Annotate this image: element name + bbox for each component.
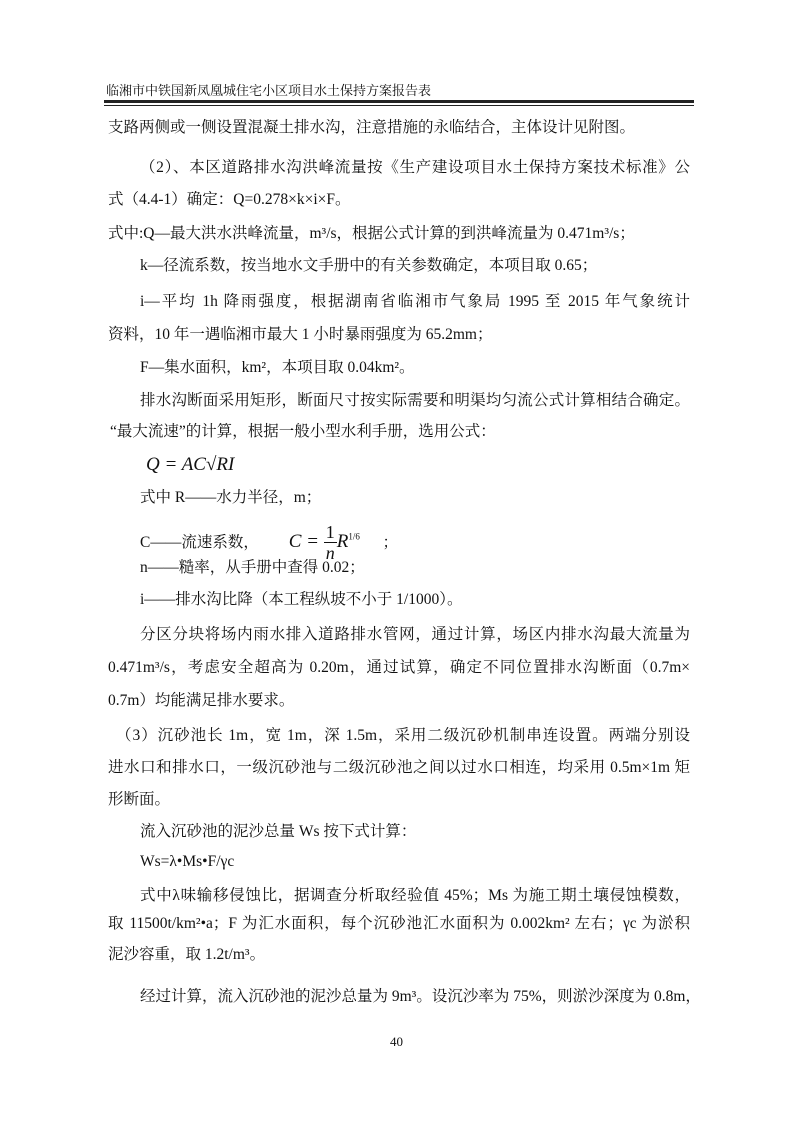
formula-c-exponent: 1/6 (348, 531, 360, 542)
body-line-text: C——流速系数， (140, 533, 259, 551)
formula-c-tail: ； (382, 534, 398, 551)
formula-c (288, 522, 398, 563)
body-line: （2）、本区道路排水沟洪峰流量按《生产建设项目水土保持方案技术标准》公 (140, 159, 690, 176)
body-line: F—集水面积，km²，本项目取 0.04km²。 (140, 359, 415, 376)
body-line: i—平均 1h 降雨强度，根据湖南省临湘市气象局 1995 至 2015 年气象统计 (140, 293, 690, 310)
body-line: “最大流速”的计算，根据一般小型水利手册，选用公式： (110, 423, 496, 440)
page-number: 40 (390, 1034, 403, 1049)
formula-c-lhs: C = (288, 530, 319, 552)
body-line: 式中:Q—最大洪水洪峰流量，m³/s，根据公式计算的到洪峰流量为 0.471m³/s； (108, 225, 635, 242)
body-line: 取 11500t/km²•a；F 为汇水面积，每个沉砂池汇水面积为 0.002km² 左右；γc 为淤积 (108, 915, 690, 932)
body-line: n——糙率，从手册中查得 0.02； (140, 559, 365, 576)
formula-q: Q = AC√RI (146, 454, 235, 475)
body-line: 0.7m）均能满足排水要求。 (108, 692, 295, 709)
body-line: 进水口和排水口，一级沉砂池与二级沉砂池之间以过水口相连，均采用 0.5m×1m 矩 (108, 759, 690, 776)
body-line: 式中 R——水力半径，m； (140, 489, 322, 506)
header-rule-thick (104, 100, 694, 103)
body-line: 形断面。 (108, 791, 171, 808)
body-line: （3）沉砂池长 1m，宽 1m，深 1.5m，采用二级沉砂机制串连设置。两端分别设 (116, 727, 690, 744)
body-line: k—径流系数，按当地水文手册中的有关参数确定，本项目取 0.65； (140, 257, 598, 274)
fraction-numerator: 1 (325, 522, 335, 542)
header-rule-thin (104, 105, 694, 106)
body-line: 支路两侧或一侧设置混凝土排水沟，注意措施的永临结合，主体设计见附图。 (108, 119, 636, 136)
body-line: 排水沟断面采用矩形，断面尺寸按实际需要和明渠均匀流公式计算相结合确定。 (140, 392, 690, 409)
formula-c-r: R (336, 530, 349, 552)
body-line: 式（4.4-1）确定：Q=0.278×k×i×F。 (108, 191, 351, 208)
formula-ws: Ws=λ•Ms•F/γc (140, 853, 235, 870)
body-line (140, 522, 690, 563)
body-line: 式中λ味输移侵蚀比，据调查分析取经验值 45%；Ms 为施工期土壤侵蚀模数， (140, 887, 690, 904)
fraction-denominator: n (325, 543, 335, 563)
body-line: 经过计算，流入沉砂池的泥沙总量为 9m³。设沉沙率为 75%，则淤沙深度为 0.8m， (140, 988, 701, 1005)
body-line: 0.471m³/s，考虑安全超高为 0.20m，通过试算，确定不同位置排水沟断面（0.7m× (108, 659, 690, 676)
running-header: 临湘市中铁国新凤凰城住宅小区项目水土保持方案报告表 (106, 83, 432, 98)
body-line: i——排水沟比降（本工程纵坡不小于 1/1000）。 (140, 591, 463, 608)
body-line: 资料，10 年一遇临湘市最大 1 小时暴雨强度为 65.2mm； (108, 326, 493, 343)
formula-c-fraction (324, 522, 337, 563)
body-line: 流入沉砂池的泥沙总量 Ws 按下式计算： (140, 823, 417, 840)
body-line: 分区分块将场内雨水排入道路排水管网，通过计算，场区内排水沟最大流量为 (140, 626, 690, 643)
body-line: 泥沙容重，取 1.2t/m³。 (108, 946, 266, 963)
